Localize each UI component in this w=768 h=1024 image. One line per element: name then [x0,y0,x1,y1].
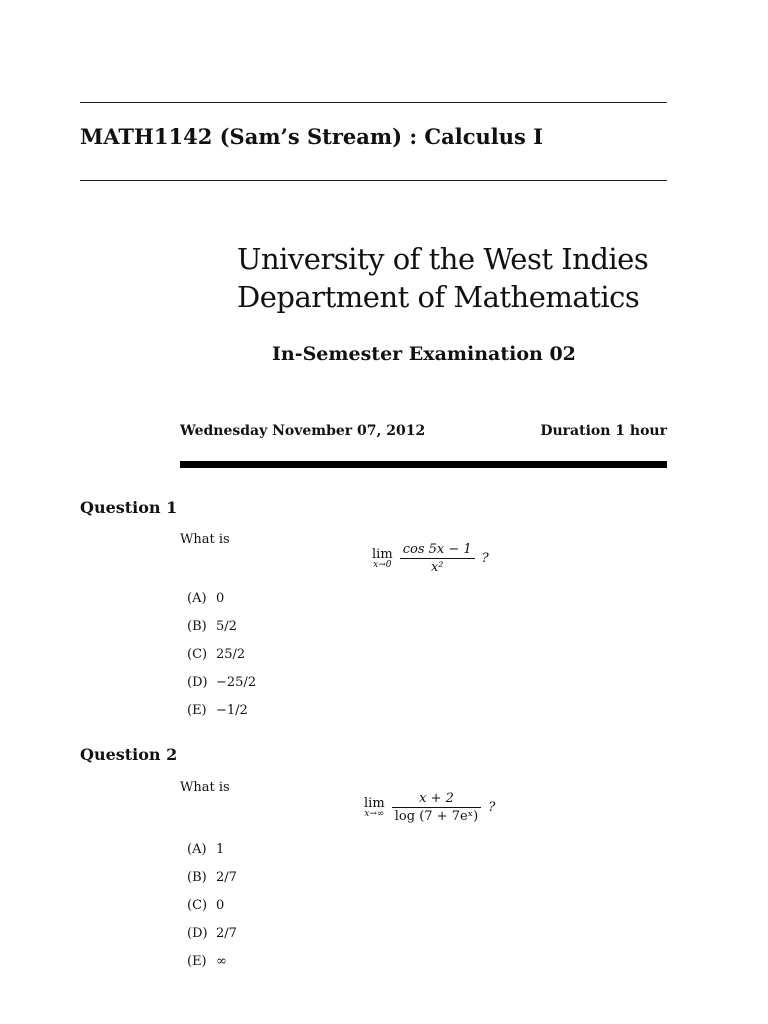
question-mark: ? [488,800,496,815]
exam-date: Wednesday November 07, 2012 [180,423,426,439]
option-b[interactable] [187,870,237,885]
limit-operator [372,547,393,570]
option-value: 0 [216,591,225,606]
option-e[interactable] [187,703,248,718]
option-label: (C) [187,647,208,662]
top-rule [80,102,667,103]
option-label: (A) [187,842,207,857]
limit-subscript: x→0 [373,560,392,570]
option-c[interactable] [187,898,224,913]
option-b[interactable] [187,619,237,634]
option-label: (D) [187,675,208,690]
option-e[interactable] [187,954,227,969]
lim-text: lim [372,547,393,562]
fraction-numerator: cos 5x − 1 [400,542,475,559]
option-label: (C) [187,898,208,913]
option-label: (E) [187,703,207,718]
option-a[interactable] [187,591,224,606]
option-d[interactable] [187,675,256,690]
option-value: −1/2 [216,703,248,718]
option-label: (E) [187,954,207,969]
option-label: (B) [187,619,207,634]
question-2-prompt: What is [180,780,230,795]
exam-duration: Duration 1 hour [540,423,667,439]
option-value: 1 [216,842,225,857]
option-value: 25/2 [216,647,246,662]
option-value: −25/2 [216,675,257,690]
limit-fraction [392,791,481,824]
limit-fraction [400,542,475,575]
question-2-title: Question 2 [80,745,178,764]
option-a[interactable] [187,842,224,857]
option-value: 5/2 [216,619,237,634]
question-1-prompt: What is [180,532,230,547]
option-value: ∞ [216,954,227,969]
question-2-limit-expression [364,791,495,824]
option-value: 2/7 [216,926,237,941]
limit-operator [364,796,385,819]
lim-text: lim [364,796,385,811]
option-label: (B) [187,870,207,885]
option-c[interactable] [187,647,245,662]
limit-subscript: x→∞ [364,809,385,819]
fraction-denominator: log (7 + 7eˣ) [394,809,479,824]
option-value: 2/7 [216,870,237,885]
question-1-title: Question 1 [80,498,178,517]
fraction-denominator: x² [430,560,444,575]
header-rule [80,180,667,181]
option-value: 0 [216,898,225,913]
option-label: (D) [187,926,208,941]
question-mark: ? [481,551,489,566]
thick-divider [180,461,667,468]
option-d[interactable] [187,926,237,941]
exam-title: In-Semester Examination 02 [272,343,576,365]
department-name: Department of Mathematics [237,280,640,314]
university-name: University of the West Indies [237,242,649,276]
question-1-limit-expression [372,542,489,575]
option-label: (A) [187,591,207,606]
fraction-numerator: x + 2 [392,791,481,808]
course-title: MATH1142 (Sam’s Stream) : Calculus I [80,124,543,149]
